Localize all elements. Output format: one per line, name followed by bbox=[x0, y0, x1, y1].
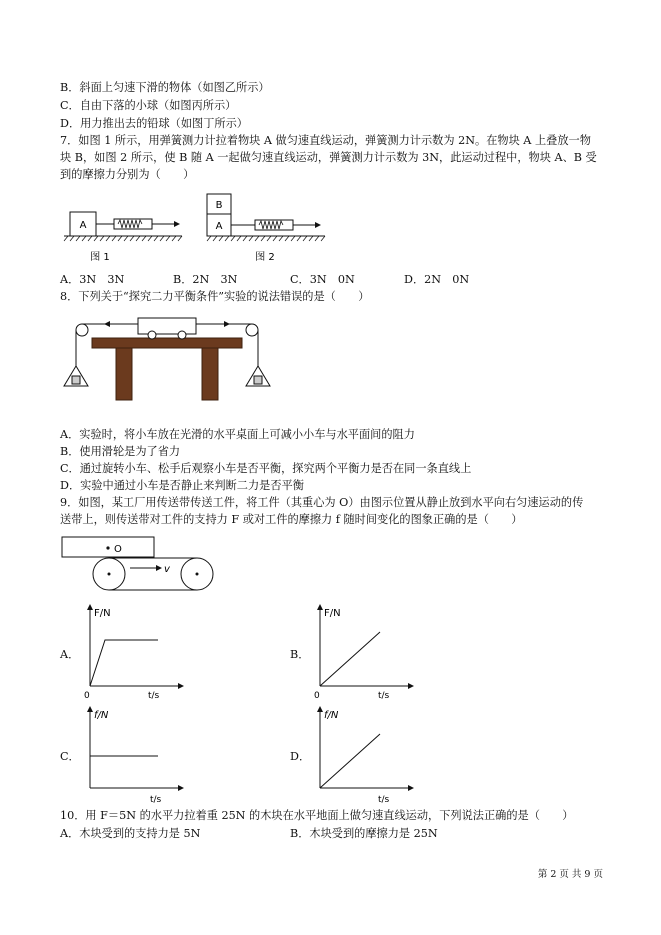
q9-stem-line1: 9．如图，某工厂用传送带传送工件，将工件（其重心为 O）由图示位置从静止放到水平向右匀速运动的传 bbox=[60, 496, 584, 509]
option-d-prev: D．用力推出去的铅球（如图丁所示） bbox=[60, 117, 248, 130]
graph-b-curve bbox=[320, 632, 380, 686]
q7-option-a: A．3N 3N bbox=[60, 273, 125, 286]
q7-stem-line1: 7．如图 1 所示，用弹簧测力计拉着物块 A 做匀速直线运动，弹簧测力计示数为 2N。在物块 A 上叠放一物 bbox=[60, 134, 591, 147]
graph-c-label: C． bbox=[60, 750, 80, 763]
q8-option-d: D．实验中通过小车是否静止来判断二力是否平衡 bbox=[60, 479, 304, 492]
fig1-caption: 图 1 bbox=[90, 252, 110, 263]
graph-c-ylabel: f/N bbox=[94, 710, 109, 721]
fig2-caption: 图 2 bbox=[255, 252, 275, 263]
graph-c bbox=[80, 704, 190, 804]
graph-d-ylabel: f/N bbox=[324, 710, 339, 721]
q7-figure-1 bbox=[62, 200, 187, 265]
q10-option-a: A．木块受到的支持力是 5N bbox=[60, 827, 201, 840]
q8-apparatus-figure bbox=[60, 310, 280, 405]
option-b-prev: B．斜面上匀速下滑的物体（如图乙所示） bbox=[60, 81, 270, 94]
graph-a-xlabel: t/s bbox=[148, 691, 160, 701]
cart bbox=[138, 318, 196, 334]
block-a-label: A bbox=[79, 220, 87, 231]
block-a2-label: A bbox=[215, 221, 223, 232]
graph-a-ylabel: F/N bbox=[94, 608, 111, 619]
q8-option-a: A．实验时，将小车放在光滑的水平桌面上可减小小车与水平面间的阻力 bbox=[60, 428, 415, 441]
q10-stem: 10．用 F＝5N 的水平力拉着重 25N 的木块在水平地面上做匀速直线运动，下列说法正确的是（ ） bbox=[60, 809, 574, 822]
graph-b-ylabel: F/N bbox=[324, 608, 341, 619]
graph-d-label: D． bbox=[290, 750, 311, 763]
graph-b-label: B． bbox=[290, 648, 310, 661]
q9-conveyor-figure bbox=[60, 534, 220, 594]
right-pulley bbox=[246, 324, 258, 336]
q8-option-b: B．使用滑轮是为了省力 bbox=[60, 445, 181, 458]
center-label: O bbox=[114, 544, 122, 555]
graph-b-xlabel: t/s bbox=[378, 691, 390, 701]
graph-d bbox=[310, 704, 420, 804]
q10-option-b: B．木块受到的摩擦力是 25N bbox=[290, 827, 438, 840]
graph-b-origin: 0 bbox=[314, 691, 320, 701]
graph-a-label: A． bbox=[60, 648, 80, 661]
graph-d-xlabel: t/s bbox=[378, 795, 390, 804]
q9-stem-line2: 送带上，则传送带对工件的支持力 F 或对工件的摩擦力 f 随时间变化的图象正确的是（ ） bbox=[60, 513, 523, 526]
page-footer: 第 2 页 共 9 页 bbox=[537, 869, 603, 880]
q7-stem-line3: 到的摩擦力分别为（ ） bbox=[60, 168, 195, 181]
left-pulley bbox=[76, 324, 88, 336]
q8-stem: 8．下列关于“探究二力平衡条件”实验的说法错误的是（ ） bbox=[60, 290, 370, 303]
graph-d-curve bbox=[320, 734, 380, 788]
q7-option-c: C．3N 0N bbox=[290, 273, 355, 286]
graph-c-xlabel: t/s bbox=[150, 795, 162, 804]
graph-a-origin: 0 bbox=[84, 691, 90, 701]
graph-b bbox=[310, 602, 420, 702]
velocity-label: v bbox=[164, 564, 170, 575]
q7-option-b: B．2N 3N bbox=[173, 273, 238, 286]
graph-a-curve bbox=[90, 640, 158, 686]
q8-option-c: C．通过旋转小车、松手后观察小车是否平衡，探究两个平衡力是否在同一条直线上 bbox=[60, 462, 472, 475]
block-b-label: B bbox=[215, 200, 223, 211]
option-c-prev: C．自由下落的小球（如图丙所示） bbox=[60, 99, 237, 112]
q7-option-d: D．2N 0N bbox=[404, 273, 470, 286]
q7-stem-line2: 块 B，如图 2 所示，使 B 随 A 一起做匀速直线运动，弹簧测力计示数为 3N，此运动过程中，物块 A、B 受 bbox=[60, 151, 597, 164]
q7-figure-2 bbox=[205, 190, 330, 265]
graph-a bbox=[80, 602, 190, 702]
